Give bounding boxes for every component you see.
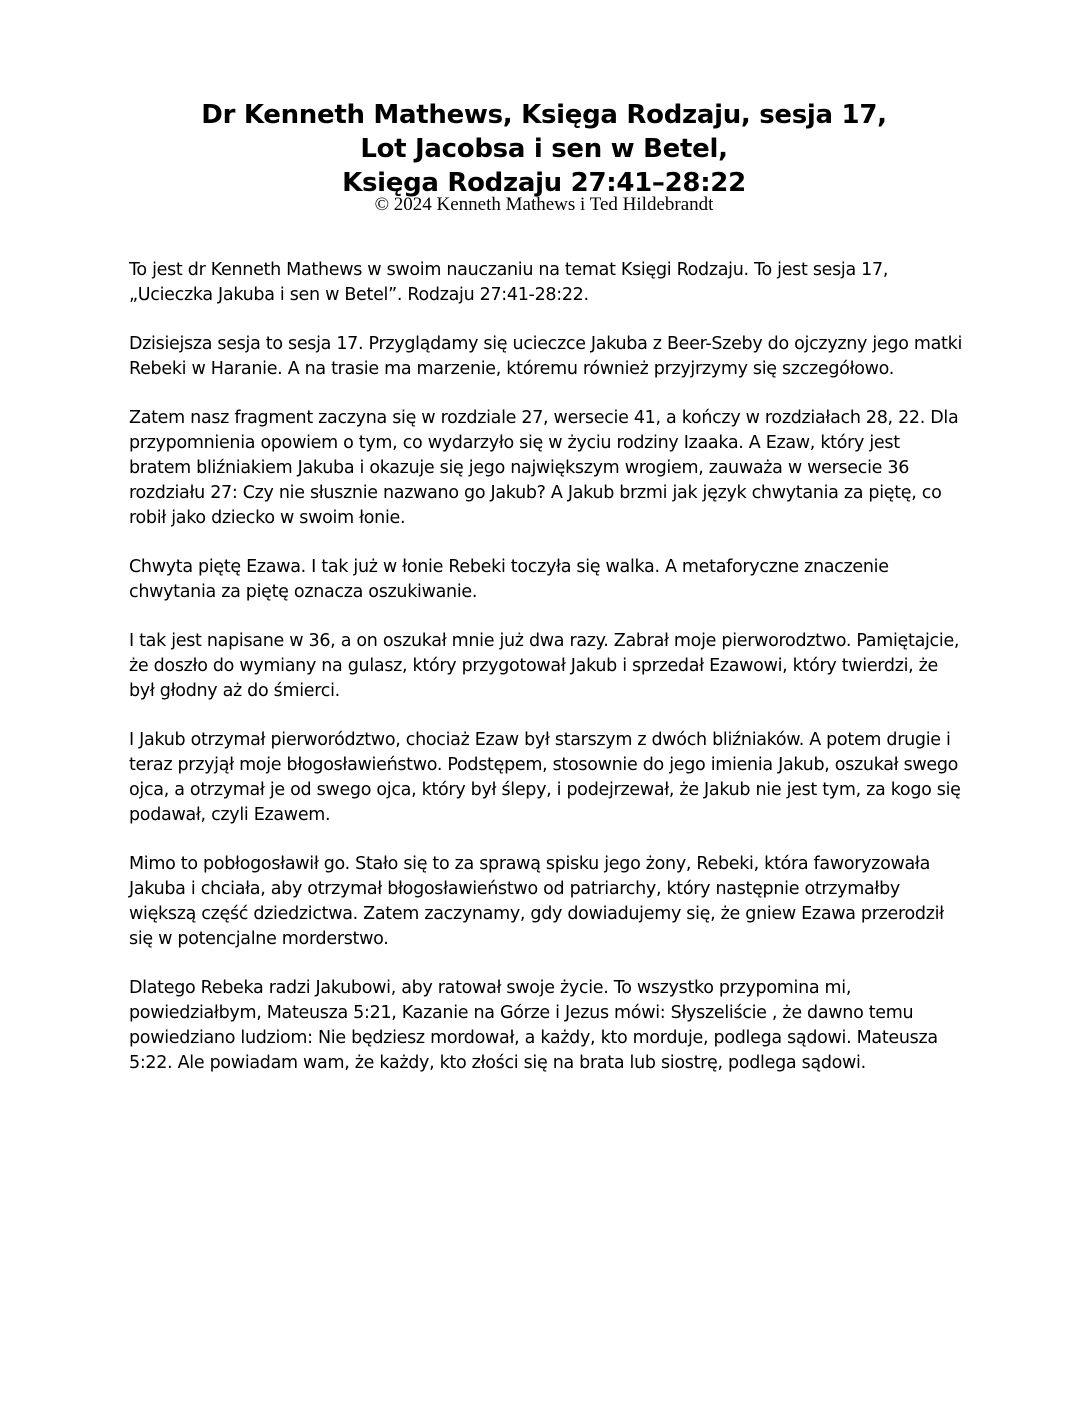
title-line-3: Księga Rodzaju 27:41–28:22: [342, 168, 746, 198]
paragraph: I tak jest napisane w 36, a on oszukał mnie już dwa razy. Zabrał moje pierworodztwo. Pamiętajcie, że doszło do wymiany na gulasz, który przygotował Jakub i sprzedał Ezawowi, który twierdzi, że był głodny aż do śmierci.: [129, 631, 960, 701]
paragraph: To jest dr Kenneth Mathews w swoim nauczaniu na temat Księgi Rodzaju. To jest sesja 17, „Ucieczka Jakuba i sen w Betel”. Rodzaju 27:41-28:22.: [129, 260, 889, 305]
copyright-notice: © 2024 Kenneth Mathews i Ted Hildebrandt: [374, 194, 714, 215]
paragraph: Mimo to pobłogosławił go. Stało się to za sprawą spisku jego żony, Rebeki, która faworyzowała Jakuba i chciała, aby otrzymał błogosławieństwo od patriarchy, który następnie otrzymałby większą część dziedzictwa. Zatem zaczynamy, gdy dowiadujemy się, że gniew Ezawa przerodził się w potencjalne morderstwo.: [129, 854, 944, 949]
paragraph: Dlatego Rebeka radzi Jakubowi, aby ratował swoje życie. To wszystko przypomina mi, powiedziałbym, Mateusza 5:21, Kazanie na Górze i Jezus mówi: Słyszeliście , że dawno temu powiedziano ludziom: Nie będziesz mordował, a każdy, kto morduje, podlega sądowi. Mateusza 5:22. Ale powiadam wam, że każdy, kto złości się na brata lub siostrę, podlega sądowi.: [129, 978, 938, 1073]
paragraph: Chwyta piętę Ezawa. I tak już w łonie Rebeki toczyła się walka. A metaforyczne znaczenie chwytania za piętę oznacza oszukiwanie.: [129, 557, 889, 602]
title-line-1: Dr Kenneth Mathews, Księga Rodzaju, sesja 17,: [201, 100, 887, 130]
paragraph: Dzisiejsza sesja to sesja 17. Przyglądamy się ucieczce Jakuba z Beer-Szeby do ojczyzny jego matki Rebeki w Haranie. A na trasie ma marzenie, któremu również przyjrzymy się szczegółowo.: [129, 334, 963, 379]
paragraph: I Jakub otrzymał pierworództwo, chociaż Ezaw był starszym z dwóch bliźniaków. A potem drugie i teraz przyjął moje błogosławieństwo. Podstępem, stosownie do jego imienia Jakub, oszukał swego ojca, a otrzymał je od swego ojca, który był ślepy, i podejrzewał, że Jakub nie jest tym, za kogo się podawał, czyli Ezawem.: [129, 730, 961, 825]
body-text: [129, 258, 965, 1100]
title-block: [0, 98, 1088, 214]
title-line-2: Lot Jacobsa i sen w Betel,: [360, 134, 728, 164]
paragraph: Zatem nasz fragment zaczyna się w rozdziale 27, wersecie 41, a kończy w rozdziałach 28, 22. Dla przypomnienia opowiem o tym, co wydarzyło się w życiu rodziny Izaaka. A Ezaw, który jest bratem bliźniakiem Jakuba i okazuje się jego największym wrogiem, zauważa w wersecie 36 rozdziału 27: Czy nie słusznie nazwano go Jakub? A Jakub brzmi jak język chwytania za piętę, co robił jako dziecko w swoim łonie.: [129, 408, 959, 528]
